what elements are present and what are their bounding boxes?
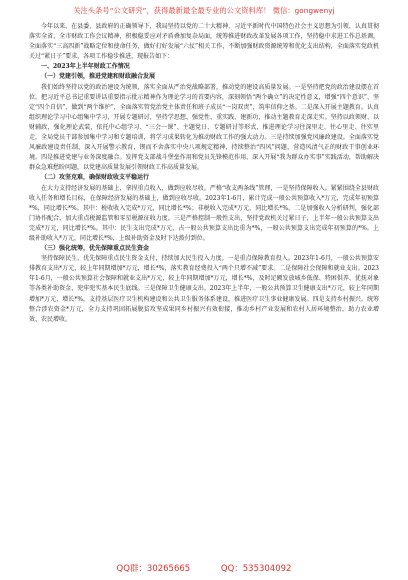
qq-group: QQ群：30265665 [116,564,191,574]
contact-footer [0,562,408,574]
subsection-paragraph-1: 我们始终坚持以党的政治建设为统领，落实全面从严治党战略部署，推动党的建设高质量发展。一是坚持把党的政治建设摆在首位。把习近平总书记重要讲话重要指示批示精神作为理论学习的首要内容，深刻领悟“两个确立”的决定性意义，增强“四个意识”、坚定“四个自信”、做到“两个维护”，全面落实管党治党主体责任和班子成员“一岗双责”，筑牢信仰之基。二是深入开展主题教育。认真组织理论学习中心组集中学习，开展专题研讨，坚持学思想、强党性、重实践、建新功，推动主题教育走深走实。坚持以政领财、以财辅政，强化理论武装，依托中心组学习、“三会一课”、主题党日、专题研讨等形式，推进理论学习往深里走、往心里走、往实里走，全局党员干部参加集中学习和专题培训，将学习成果转化为推动财政工作的强大动力。三是持续加强党风廉政建设。全面落实党风廉政建设责任制，深入开展警示教育，锲而不舍落实中央八项规定精神，持续整治“四风”问题，营造风清气正的财政干事创业环境。四是推进党建与业务深度融合。发挥党支部战斗堡垒作用和党员先锋模范作用，深入开展“我为群众办实事”实践活动，帮助解决群众急难愁盼问题，以党建高质量发展引领财政工作高质量发展。 [29,83,379,172]
subsection-paragraph-2: 在大力支持经济发展的基础上，拿捏重点收入，做到应收尽收。严格“收支两条线”管理，一是坚持保障收入。紧紧围绕全县财政收入任务和增长目标，在保障经济发展的基础上，做到应收尽收。2023年1-6月，累计完成一般公共预算收入*万元，完成年初预算*%，同比增长*%。其中：税收收入完成*万元，同比增长*%；非税收入完成*万元，同比增长*%。二是加强收入分析研判，强化部门协作配合，加大重点税源监管和零星税源征收力度。三是严格控制一般性支出，坚持党政机关过紧日子，上半年一般公共预算支出完成*万元，同比增长*%。其中：民生支出完成*万元，占一般公共预算支出比重为*%，一般公共预算支出完成年初预算的*%。上级补助收入*万元，同比增长*%，上级补助资金及时下达拨付到位。 [29,184,379,242]
subsection-heading-1: （一）党建引领，推进党建和财政融合发展 [41,73,156,81]
promo-banner: 关注头条号“公文研究”，获得最新最全最专业的公文资料库！ 微信：gongwenyj [73,6,335,15]
qq-number: QQ：535304092 [220,564,292,574]
subsection-paragraph-3: 坚持保障民生，优先保障重点民生资金支付，持续加大民生投入力度。一是重点保障教育投入。2023年1-6月，一般公共预算安排教育支出*万元，较上年同期增加*万元，增长*%，落实教育经费投入“两个只增不减”要求。二是保障社会保障和就业支出。2023年1-6月，一般公共预算社会保障和就业支出*万元，较上年同期增加*万元，增长*%，及时足额发放城乡低保、特困供养、优抚对象等各类补助资金，兜牢兜实基本民生底线。三是保障卫生健康支出。2023年上半年，一般公共预算卫生健康支出*万元，较上年同期增加*万元，增长*%，支持基层医疗卫生机构建设和公共卫生服务体系建设，推进医疗卫生事业健康发展。四是支持乡村振兴。统筹整合涉农资金*万元，全力支持巩固拓展脱贫攻坚成果同乡村振兴有效衔接，推动乡村产业发展和农村人居环境整治，助力农业增效、农民增收。 [29,255,379,323]
intro-paragraph: 今年以来，在县委、县政府的正确领导下，我局坚持以党的二十大精神、习近平新时代中国特色社会主义思想为引领，认真贯彻落实全省、全市财政工作会议精神，积极稳妥应对矛盾叠加复杂局面，统筹推进财政改革发展各项工作，坚持稳中求进工作总基调，全面落实“三高四新”战略定位和使命任务，做好打好发展“六仗”相关工作，不断加强财政资源统筹和优化支出结构，全面落实党政机关过“紧日子”要求，各项工作稳步推进，现报告如下： [29,23,379,61]
subsection-heading-3: （三）强化统筹，优先保障重点民生资金 [41,245,150,253]
section-heading: 一、2023年上半年财政工作情况 [41,63,130,71]
document-body [29,22,379,325]
subsection-heading-2: （二）攻坚克难，确保财政收支平稳运行 [41,174,150,182]
